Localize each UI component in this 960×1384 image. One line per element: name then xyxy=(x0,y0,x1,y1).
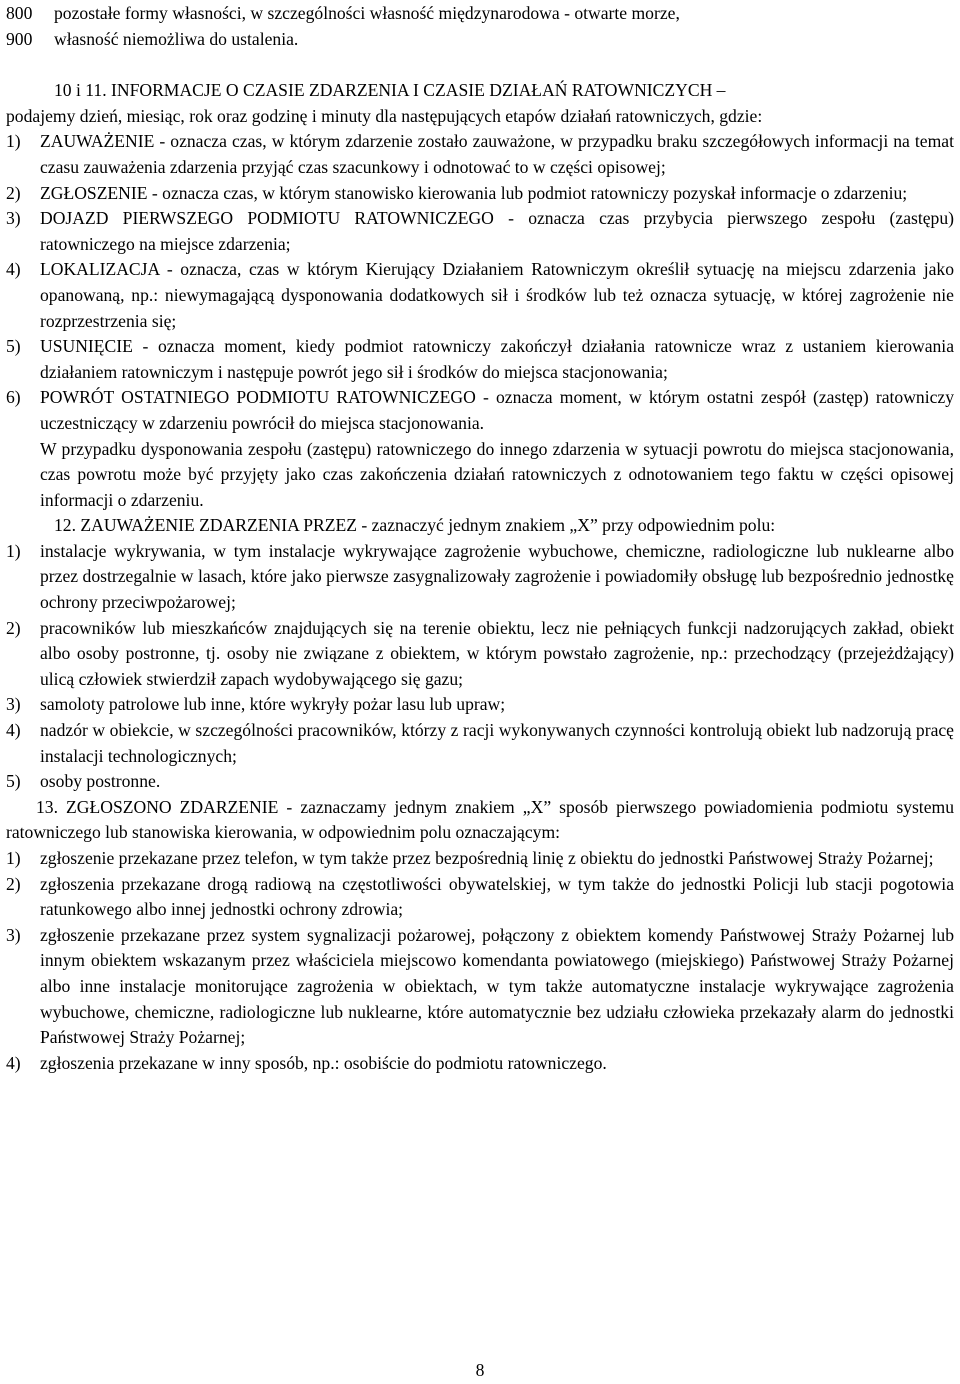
item-number: 1) xyxy=(6,848,21,868)
item-number: 3) xyxy=(6,694,21,715)
list-item xyxy=(6,181,954,207)
list-item xyxy=(6,334,954,385)
list-item xyxy=(6,616,954,693)
list-item xyxy=(6,846,954,872)
item-number: 4) xyxy=(6,720,21,741)
ownership-text: pozostałe formy własności, w szczególności własność międzynarodowa - otwarte morze, xyxy=(54,3,680,23)
item-text: pracowników lub mieszkańców znajdujących się na terenie obiektu, lecz nie pełniących funkcji nadzorujących zakład, obiekt albo osoby postronne, tj. osoby nie związane z obiektem, w którym powstało zagrożenie, np.: przechodzący (przejeżdżający) ulicą człowiek stwierdził zapach wydobywającego się gazu; xyxy=(40,617,954,689)
item-text: nadzór w obiekcie, w szczególności pracowników, którzy z racji wykonywanych czynności kontrolują obiekt lub nadzorują pracę instalacji technologicznych; xyxy=(40,720,954,766)
item-number: 4) xyxy=(6,259,21,280)
page-number: 8 xyxy=(475,1360,485,1380)
ownership-row-800 xyxy=(6,1,954,27)
item-text: DOJAZD PIERWSZEGO PODMIOTU RATOWNICZEGO - oznacza czas przybycia pierwszego zespołu (zastępu) ratowniczego na miejsce zdarzenia; xyxy=(40,208,954,254)
list-item xyxy=(6,539,954,616)
item-text: ZAUWAŻENIE - oznacza czas, w którym zdarzenie zostało zauważone, w przypadku braku szczegółowych informacji na temat czasu zauważenia zdarzenia przyjąć czas szacunkowy i odnotować to w części opisowej; xyxy=(40,131,954,177)
list-item xyxy=(6,872,954,923)
item-number: 3) xyxy=(6,924,21,945)
item-text: samoloty patrolowe lub inne, które wykryły pożar lasu lub upraw; xyxy=(40,694,506,715)
document-page xyxy=(6,0,954,1076)
item-number: 4) xyxy=(6,1052,21,1073)
ownership-row-900 xyxy=(6,27,954,53)
list-item xyxy=(6,385,954,436)
section-heading: 13. ZGŁOSZONO ZDARZENIE - zaznaczamy jednym znakiem „X” sposób pierwszego powiadomienia podmiotu systemu ratowniczego lub stanowiska kierowania, w odpowiednim polu oznaczającym: xyxy=(6,796,954,843)
item-number: 1) xyxy=(6,540,21,561)
list-item xyxy=(6,692,954,718)
ownership-code: 800 xyxy=(6,3,33,23)
section-intro: podajemy dzień, miesiąc, rok oraz godzinę i minuty dla następujących etapów działań ratowniczych, gdzie: xyxy=(6,105,763,126)
ownership-text: własność niemożliwa do ustalenia. xyxy=(54,28,299,49)
item-text: zgłoszenia przekazane w inny sposób, np.: osobiście do podmiotu ratowniczego. xyxy=(40,1052,607,1073)
ownership-code: 900 xyxy=(6,28,33,49)
list-item xyxy=(6,769,954,795)
list-item xyxy=(6,206,954,257)
section-10-11 xyxy=(6,78,954,513)
list-item xyxy=(6,718,954,769)
list-item xyxy=(6,1051,954,1077)
item-text: POWRÓT OSTATNIEGO PODMIOTU RATOWNICZEGO - oznacza moment, w którym ostatni zespół (zastęp) ratowniczy uczestniczący w zdarzeniu powrócił do miejsca stacjonowania. xyxy=(40,387,954,433)
item-number: 2) xyxy=(6,617,21,638)
item-text: instalacje wykrywania, w tym instalacje wykrywające zagrożenie wybuchowe, chemiczne, radiologiczne lub nuklearne albo przez dostrzegalnie w lasach, które jako pierwsze zasygnalizowały zagrożenie i powiadomiły obsługę lub bezpośrednio jednostkę ochrony przeciwpożarowej; xyxy=(40,540,954,613)
section-heading: 12. ZAUWAŻENIE ZDARZENIA PRZEZ - zaznaczyć jednym znakiem „X” przy odpowiednim polu: xyxy=(54,515,776,536)
item-number: 6) xyxy=(6,387,21,408)
item-text: zgłoszenie przekazane przez system sygnalizacji pożarowej, połączony z obiektem komendy Państwowej Straży Pożarnej lub innym obiektem wskazanym przez właściciela miejscowo komendanta powiatowego (miejskiego) Państwowej Straży Pożarnej albo inne instalacje monitorujące zagrożenia w obiektach, w tym także automatyczne instalacje wykrywające zagrożenia wybuchowe, chemiczne, radiologiczne lub nuklearne, które automatycznie bez udziału człowieka przekazały alarm do jednostki Państwowej Straży Pożarnej; xyxy=(40,924,954,1048)
item-number: 2) xyxy=(6,873,21,894)
item-number: 5) xyxy=(6,771,21,792)
list-item xyxy=(6,257,954,334)
item-text: ZGŁOSZENIE - oznacza czas, w którym stanowisko kierowania lub podmiot ratowniczy pozyskał informacje o zdarzeniu; xyxy=(40,182,908,203)
item-text: osoby postronne. xyxy=(40,771,161,792)
list-item xyxy=(6,129,954,180)
item-text: LOKALIZACJA - oznacza, czas w którym Kierujący Działaniem Ratowniczym określił sytuację na miejscu zdarzenia jako opanowaną, np.: niewymagającą dysponowania dodatkowych sił i środków lub też oznacza sytuację, w której zagrożenie nie rozprzestrzenia się; xyxy=(40,259,954,331)
item-number: 3) xyxy=(6,208,21,229)
section-13 xyxy=(6,795,954,1077)
extra-paragraph: W przypadku dysponowania zespołu (zastępu) ratowniczego do innego zdarzenia w sytuacji powrotu do miejsca stacjonowania, czas powrotu może być przyjęty jako czas zakończenia działań ratowniczych z odnotowaniem tego faktu w części opisowej informacji o zdarzeniu. xyxy=(40,438,954,510)
item-text: USUNIĘCIE - oznacza moment, kiedy podmiot ratowniczy zakończył działania ratownicze wraz z ustaniem kierowania działaniem ratowniczym i następuje powrót jego sił i środków do miejsca stacjonowania; xyxy=(40,336,954,382)
list-item xyxy=(6,923,954,1051)
item-number: 5) xyxy=(6,336,21,357)
item-text: zgłoszenie przekazane przez telefon, w tym także przez bezpośrednią linię z obiektu do jednostki Państwowej Straży Pożarnej; xyxy=(40,848,934,868)
item-number: 2) xyxy=(6,182,21,203)
item-number: 1) xyxy=(6,131,21,152)
item-text: zgłoszenia przekazane drogą radiową na częstotliwości obywatelskiej, w tym także do jednostki Policji lub stacji pogotowia ratunkowego albo innej jednostki ochrony zdrowia; xyxy=(40,873,954,920)
section-12 xyxy=(6,513,954,795)
section-heading: 10 i 11. INFORMACJE O CZASIE ZDARZENIA I CZASIE DZIAŁAŃ RATOWNICZYCH – xyxy=(54,80,726,101)
